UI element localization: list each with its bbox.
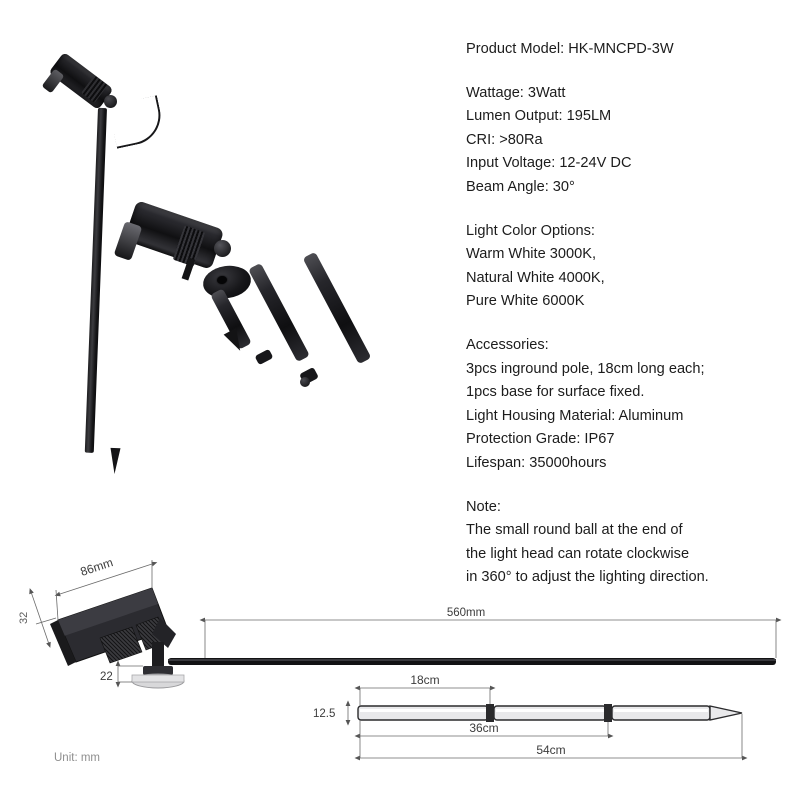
dim-pole-triple-label: 54cm (536, 743, 566, 757)
spec-housing-material: Light Housing Material: Aluminum (466, 407, 684, 424)
spec-lifespan: Lifespan: 35000hours (466, 454, 607, 471)
technical-drawing (0, 548, 800, 796)
dim-pole-thickness-label: 12.5 (313, 708, 336, 720)
spec-protection-grade: Protection Grade: IP67 (466, 431, 615, 448)
spec-lumen-output: Lumen Output: 195LM (466, 108, 612, 125)
spec-cri: CRI: >80Ra (466, 131, 543, 148)
note-line-1: The small round ball at the end of (466, 522, 683, 539)
spike-stake-tip (110, 448, 121, 474)
unit-label: Unit: mm (54, 752, 100, 764)
luminaire-side-view (50, 588, 184, 688)
accessory-poles: 3pcs inground pole, 18cm long each; (466, 360, 705, 377)
dim-total-length-label: 560mm (446, 607, 486, 619)
spike-stake-rod (85, 108, 107, 453)
inground-pole-2-cap (255, 349, 274, 365)
accessories-block (466, 334, 786, 476)
accessories-heading: Accessories: (466, 336, 549, 353)
dim-pole-single (360, 688, 490, 706)
note-line-2: the light head can rotate clockwise (466, 545, 690, 562)
accessory-base: 1pcs base for surface fixed. (466, 384, 645, 401)
dim-pole-single-label: 18cm (410, 673, 440, 687)
dim-head-height-label: 32 (18, 611, 30, 624)
cable-assembly (168, 658, 776, 665)
dim-pole-double-label: 36cm (469, 721, 499, 735)
dim-base-height-label: 22 (100, 671, 113, 683)
color-option-natural-white: Natural White 4000K, (466, 269, 605, 286)
pole-assembly-drawing (358, 704, 742, 722)
inground-pole-3 (303, 252, 372, 365)
surface-mount-base (201, 263, 253, 301)
dim-total-length (205, 620, 776, 658)
specification-text (466, 38, 786, 590)
inground-pole-3-ball (300, 377, 310, 387)
spec-beam-angle: Beam Angle: 30° (466, 178, 575, 195)
model-block (466, 38, 786, 62)
color-option-pure-white: Pure White 6000K (466, 293, 585, 310)
product-photo (0, 0, 455, 560)
product-model: Product Model: HK-MNCPD-3W (466, 41, 674, 57)
color-options (466, 220, 786, 314)
rotating-ball-lower (214, 240, 231, 257)
spec-input-voltage: Input Voltage: 12-24V DC (466, 155, 632, 172)
inground-pole-2 (248, 263, 310, 362)
electrical-specs (466, 82, 786, 200)
dim-head-height (32, 593, 56, 642)
color-option-warm-white: Warm White 3000K, (466, 246, 597, 263)
dim-head-width-label: 86mm (78, 555, 115, 579)
note-heading: Note: (466, 498, 501, 515)
power-cable-upper (108, 95, 166, 148)
spec-wattage: Wattage: 3Watt (466, 84, 566, 101)
note-line-3: in 360° to adjust the lighting direction. (466, 569, 709, 586)
color-options-heading: Light Color Options: (466, 222, 595, 239)
